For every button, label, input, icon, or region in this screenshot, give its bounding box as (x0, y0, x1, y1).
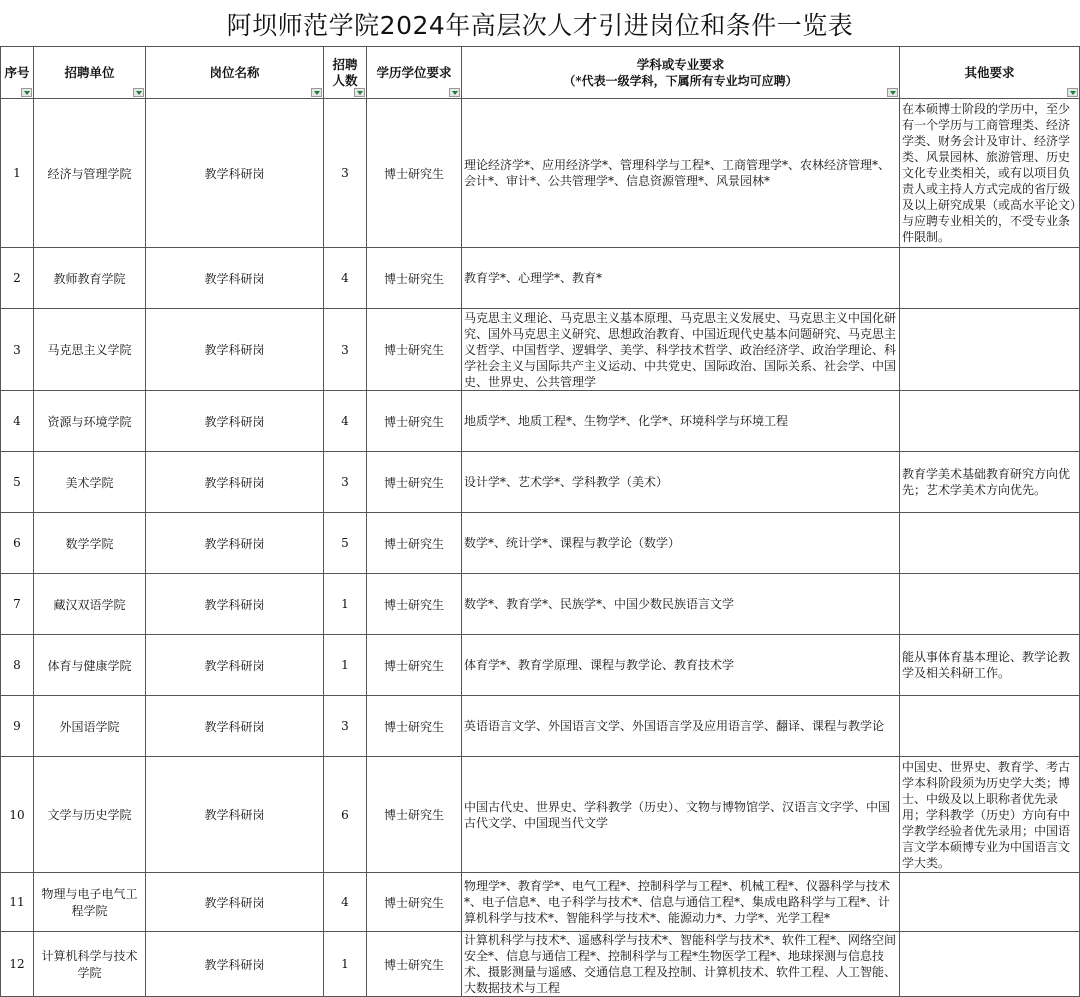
table-row (1, 513, 1080, 574)
cell-degree[interactable]: 博士研究生 (367, 932, 462, 997)
header-major-label-1: 学科或专业要求 (636, 56, 725, 72)
header-count-label-1: 招聘 (332, 56, 358, 72)
header-unit-label: 招聘单位 (64, 64, 115, 80)
cell-major[interactable]: 教育学*、心理学*、教育* (462, 248, 900, 309)
table-row (1, 873, 1080, 932)
cell-unit[interactable]: 体育与健康学院 (34, 635, 146, 696)
filter-dropdown-icon[interactable] (1067, 88, 1078, 97)
header-post-label: 岗位名称 (209, 64, 260, 80)
cell-major[interactable]: 体育学*、教育学原理、课程与教学论、教育技术学 (462, 635, 900, 696)
cell-count[interactable]: 3 (324, 452, 367, 513)
cell-major[interactable]: 设计学*、艺术学*、学科教学（美术） (462, 452, 900, 513)
cell-post[interactable]: 教学科研岗 (146, 309, 324, 391)
cell-unit[interactable]: 藏汉双语学院 (34, 574, 146, 635)
cell-post[interactable]: 教学科研岗 (146, 635, 324, 696)
cell-count[interactable]: 3 (324, 99, 367, 248)
cell-no[interactable]: 4 (1, 391, 34, 452)
cell-degree[interactable]: 博士研究生 (367, 309, 462, 391)
cell-degree[interactable]: 博士研究生 (367, 513, 462, 574)
page-title: 阿坝师范学院2024年高层次人才引进岗位和条件一览表 (226, 11, 854, 40)
cell-no[interactable]: 12 (1, 932, 34, 997)
cell-unit[interactable]: 物理与电子电气工程学院 (34, 873, 146, 932)
cell-no[interactable]: 3 (1, 309, 34, 391)
table-row (1, 391, 1080, 452)
table-row (1, 932, 1080, 997)
cell-major[interactable]: 地质学*、地质工程*、生物学*、化学*、环境科学与环境工程 (462, 391, 900, 452)
cell-no[interactable]: 9 (1, 696, 34, 757)
cell-post[interactable]: 教学科研岗 (146, 574, 324, 635)
cell-post[interactable]: 教学科研岗 (146, 452, 324, 513)
cell-post[interactable]: 教学科研岗 (146, 873, 324, 932)
cell-unit[interactable]: 资源与环境学院 (34, 391, 146, 452)
cell-no[interactable]: 7 (1, 574, 34, 635)
cell-other[interactable] (900, 391, 1080, 452)
cell-count[interactable]: 1 (324, 635, 367, 696)
cell-post[interactable]: 教学科研岗 (146, 932, 324, 997)
cell-other[interactable] (900, 696, 1080, 757)
header-other (900, 47, 1080, 99)
header-post (146, 47, 324, 99)
table-row (1, 757, 1080, 873)
cell-count[interactable]: 1 (324, 932, 367, 997)
cell-unit[interactable]: 外国语学院 (34, 696, 146, 757)
cell-major[interactable]: 物理学*、教育学*、电气工程*、控制科学与工程*、机械工程*、仪器科学与技术*、电子信息*、电子科学与技术*、信息与通信工程*、集成电路科学与工程*、计算机科学与技术*、智能科学与技术*、能源动力*、力学*、光学工程* (462, 873, 900, 932)
cell-count[interactable]: 4 (324, 391, 367, 452)
cell-count[interactable]: 4 (324, 873, 367, 932)
cell-count[interactable]: 3 (324, 309, 367, 391)
filter-dropdown-icon[interactable] (354, 88, 365, 97)
cell-degree[interactable]: 博士研究生 (367, 635, 462, 696)
header-row (1, 47, 1080, 99)
cell-major[interactable]: 英语语言文学、外国语言文学、外国语言学及应用语言学、翻译、课程与教学论 (462, 696, 900, 757)
cell-other[interactable] (900, 932, 1080, 997)
header-no (1, 47, 34, 99)
table-row (1, 309, 1080, 391)
cell-count[interactable]: 6 (324, 757, 367, 873)
header-count (324, 47, 367, 99)
cell-degree[interactable]: 博士研究生 (367, 574, 462, 635)
cell-unit[interactable]: 教师教育学院 (34, 248, 146, 309)
cell-post[interactable]: 教学科研岗 (146, 391, 324, 452)
cell-no[interactable]: 10 (1, 757, 34, 873)
cell-major[interactable]: 计算机科学与技术*、遥感科学与技术*、智能科学与技术*、软件工程*、网络空间安全*、信息与通信工程*、控制科学与工程*生物医学工程*、地球探测与信息技术、摄影测量与遥感、交通信息工程及控制、计算机技术、软件工程、人工智能、大数据技术与工程 (462, 932, 900, 997)
filter-dropdown-icon[interactable] (21, 88, 32, 97)
cell-other[interactable] (900, 513, 1080, 574)
cell-major[interactable]: 中国古代史、世界史、学科教学（历史）、文物与博物馆学、汉语言文字学、中国古代文学、中国现当代文学 (462, 757, 900, 873)
cell-unit[interactable]: 计算机科学与技术学院 (34, 932, 146, 997)
cell-major[interactable]: 理论经济学*、应用经济学*、管理科学与工程*、工商管理学*、农林经济管理*、会计*、审计*、公共管理学*、信息资源管理*、风景园林* (462, 99, 900, 248)
recruitment-table (0, 46, 1080, 997)
filter-dropdown-icon[interactable] (887, 88, 898, 97)
cell-count[interactable]: 1 (324, 574, 367, 635)
cell-degree[interactable]: 博士研究生 (367, 452, 462, 513)
cell-no[interactable]: 11 (1, 873, 34, 932)
header-other-label: 其他要求 (964, 64, 1015, 80)
cell-post[interactable]: 教学科研岗 (146, 696, 324, 757)
cell-major[interactable]: 数学*、教育学*、民族学*、中国少数民族语言文学 (462, 574, 900, 635)
cell-other[interactable]: 在本硕博士阶段的学历中，至少有一个学历与工商管理类、经济学类、财务会计及审计、经济学类、风景园林、旅游管理、历史文化专业类相关，或有以项目负责人或主持人方式完成的省厅级及以上研究成果（或高水平论文）与应聘专业相关的，不受专业条件限制。 (900, 99, 1080, 248)
header-major (462, 47, 900, 99)
header-count-label-2: 人数 (332, 72, 358, 88)
table-row (1, 99, 1080, 248)
cell-other[interactable] (900, 873, 1080, 932)
cell-other[interactable] (900, 248, 1080, 309)
cell-post[interactable]: 教学科研岗 (146, 99, 324, 248)
cell-no[interactable]: 8 (1, 635, 34, 696)
cell-no[interactable]: 5 (1, 452, 34, 513)
cell-major[interactable]: 数学*、统计学*、课程与教学论（数学） (462, 513, 900, 574)
header-unit (34, 47, 146, 99)
cell-no[interactable]: 1 (1, 99, 34, 248)
filter-dropdown-icon[interactable] (449, 88, 460, 97)
table-row (1, 574, 1080, 635)
cell-unit[interactable]: 数学学院 (34, 513, 146, 574)
header-no-label: 序号 (4, 64, 30, 80)
cell-other[interactable]: 中国史、世界史、教育学、考古学本科阶段须为历史学大类；博士、中级及以上职称者优先录用；学科教学（历史）方向有中学教学经验者优先录用；中国语言文学本硕博专业为中国语言文学大类。 (900, 757, 1080, 873)
header-degree (367, 47, 462, 99)
cell-post[interactable]: 教学科研岗 (146, 513, 324, 574)
cell-degree[interactable]: 博士研究生 (367, 99, 462, 248)
cell-unit[interactable]: 美术学院 (34, 452, 146, 513)
cell-other[interactable] (900, 309, 1080, 391)
cell-degree[interactable]: 博士研究生 (367, 873, 462, 932)
cell-unit[interactable]: 文学与历史学院 (34, 757, 146, 873)
header-degree-label: 学历学位要求 (376, 64, 452, 80)
header-major-label-2: （*代表一级学科，下属所有专业均可应聘） (563, 73, 798, 88)
cell-other[interactable]: 能从事体育基本理论、教学论教学及相关科研工作。 (900, 635, 1080, 696)
cell-degree[interactable]: 博士研究生 (367, 757, 462, 873)
cell-count[interactable]: 3 (324, 696, 367, 757)
filter-dropdown-icon[interactable] (311, 88, 322, 97)
cell-degree[interactable]: 博士研究生 (367, 391, 462, 452)
table-row (1, 452, 1080, 513)
cell-major[interactable]: 马克思主义理论、马克思主义基本原理、马克思主义发展史、马克思主义中国化研究、国外马克思主义研究、思想政治教育、中国近现代史基本问题研究、马克思主义哲学、中国哲学、逻辑学、美学、科学技术哲学、政治经济学、政治学理论、科学社会主义与国际共产主义运动、中共党史、国际政治、国际关系、社会学、中国史、世界史、公共管理学 (462, 309, 900, 391)
table-row (1, 635, 1080, 696)
filter-dropdown-icon[interactable] (133, 88, 144, 97)
table-row (1, 696, 1080, 757)
cell-no[interactable]: 6 (1, 513, 34, 574)
cell-degree[interactable]: 博士研究生 (367, 248, 462, 309)
cell-degree[interactable]: 博士研究生 (367, 696, 462, 757)
cell-count[interactable]: 4 (324, 248, 367, 309)
cell-other[interactable] (900, 574, 1080, 635)
cell-no[interactable]: 2 (1, 248, 34, 309)
cell-other[interactable]: 教育学美术基础教育研究方向优先；艺术学美术方向优先。 (900, 452, 1080, 513)
cell-unit[interactable]: 马克思主义学院 (34, 309, 146, 391)
cell-unit[interactable]: 经济与管理学院 (34, 99, 146, 248)
cell-count[interactable]: 5 (324, 513, 367, 574)
table-row (1, 248, 1080, 309)
cell-post[interactable]: 教学科研岗 (146, 757, 324, 873)
cell-post[interactable]: 教学科研岗 (146, 248, 324, 309)
